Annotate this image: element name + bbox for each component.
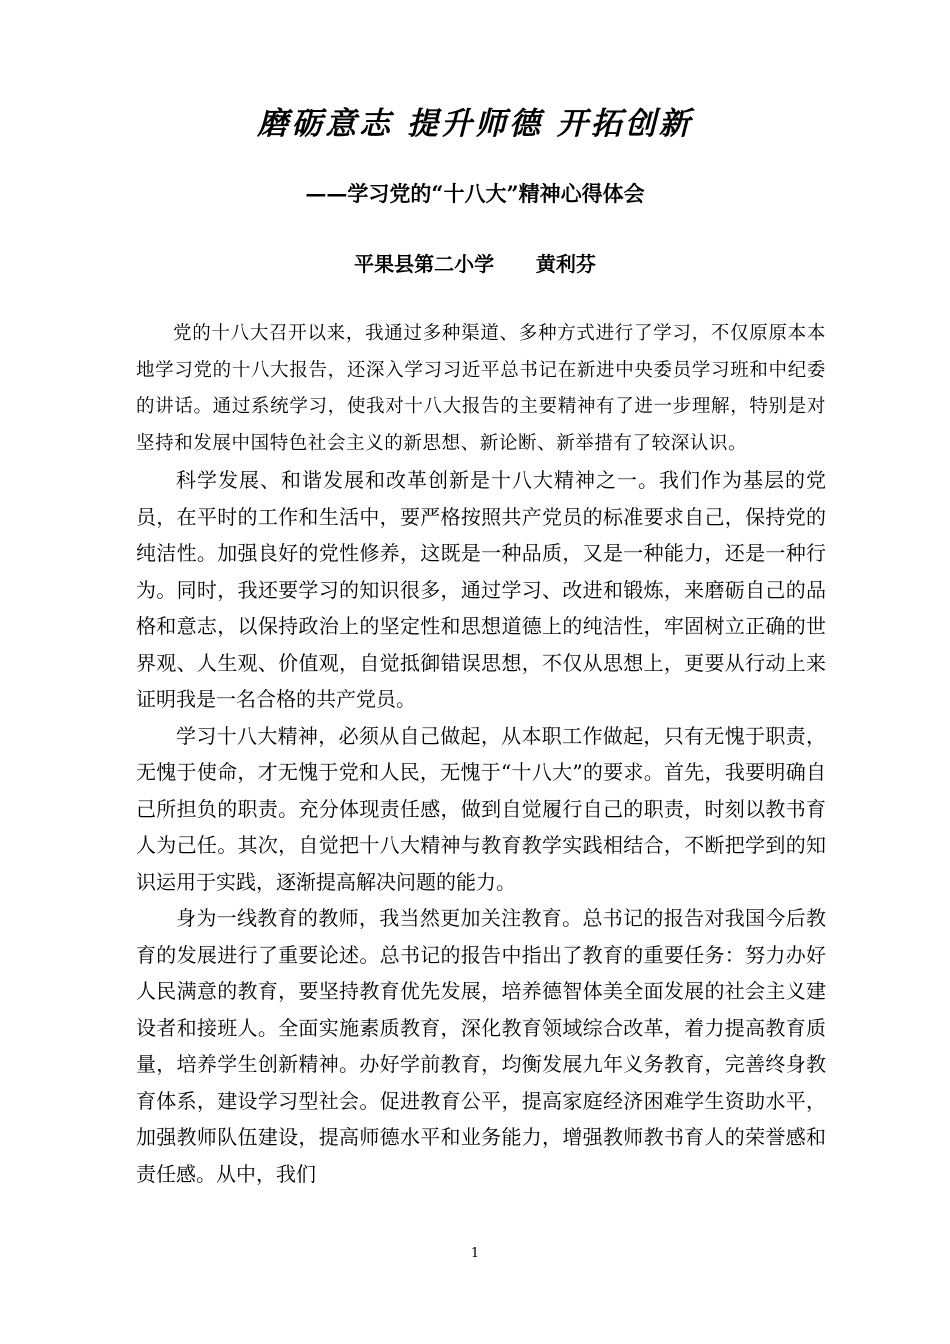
paragraph: 学习十八大精神，必须从自己做起，从本职工作做起，只有无愧于职责，无愧于使命，才无愧于党和人民，无愧于“十八大”的要求。首先，我要明确自己所担负的职责。充分体现责任感，做到自觉履行自己的职责，时刻以教书育人为己任。其次，自觉把十八大精神与教育教学实践相结合，不断把学到的知识运用于实践，逐渐提高解决问题的能力。 [136, 723, 826, 894]
page-number: 1 [470, 1246, 480, 1261]
paragraph: 科学发展、和谐发展和改革创新是十八大精神之一。我们作为基层的党员，在平时的工作和生活中，要严格按照共产党员的标准要求自己，保持党的纯洁性。加强良好的党性修养，这既是一种品质，又是一种能力，还是一种行为。同时，我还要学习的知识很多，通过学习、改进和锻炼，来磨砺自己的品格和意志，以保持政治上的坚定性和思想道德上的纯洁性，牢固树立正确的世界观、人生观、价值观，自觉抵御错误思想，不仅从思想上，更要从行动上来证明我是一名合格的共产党员。 [136, 468, 826, 711]
paragraph: 身为一线教育的教师，我当然更加关注教育。总书记的报告对我国今后教育的发展进行了重要论述。总书记的报告中指出了教育的重要任务：努力办好人民满意的教育，要坚持教育优先发展，培养德智体美全面发展的社会主义建设者和接班人。全面实施素质教育，深化教育领域综合改革，着力提高教育质量，培养学生创新精神。办好学前教育，均衡发展九年义务教育，完善终身教育体系，建设学习型社会。促进教育公平，提高家庭经济困难学生资助水平，加强教师队伍建设，提高师德水平和业务能力，增强教师教书育人的荣誉感和责任感。从中，我们 [136, 906, 826, 1186]
document-title: 磨砺意志 提升师德 开拓创新 [257, 106, 693, 142]
document-subtitle: ——学习党的“十八大”精神心得体会 [305, 181, 645, 206]
author-line: 平果县第二小学 黄利芬 [354, 252, 596, 276]
paragraph: 党的十八大召开以来，我通过多种渠道、多种方式进行了学习，不仅原原本本地学习党的十八大报告，还深入学习习近平总书记在新进中央委员学习班和中纪委的讲话。通过系统学习，使我对十八大报告的主要精神有了进一步理解，特别是对坚持和发展中国特色社会主义的新思想、新论断、新举措有了较深认识。 [136, 323, 826, 454]
document-body [136, 316, 826, 1192]
